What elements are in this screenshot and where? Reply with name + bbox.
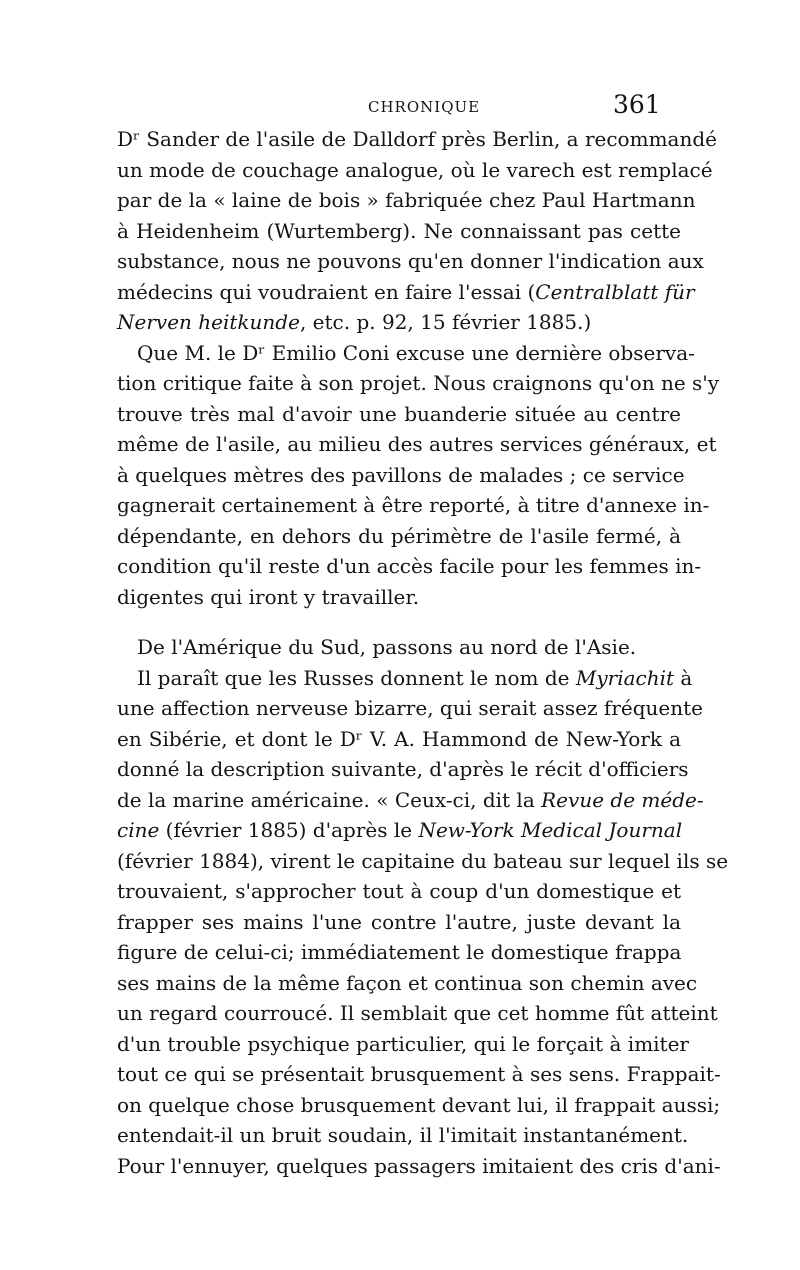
text-line: gagnerait certainement à être reporté, à titre d'annexe in- <box>117 493 710 517</box>
text-line: (février 1884), virent le capitaine du bateau sur lequel ils se <box>117 848 729 873</box>
journal-title: cine <box>117 818 160 842</box>
text-line: De l'Amérique du Sud, passons au nord de l'Asie. <box>137 635 637 659</box>
text-run: de la marine américaine. « Ceux-ci, dit la <box>117 787 542 812</box>
text-line: à quelques mètres des pavillons de malades ; ce service <box>117 462 685 487</box>
text-line: tion critique faite à son projet. Nous craignons qu'on ne s'y <box>117 371 720 395</box>
text-line: un mode de couchage analogue, où le varech est remplacé <box>117 157 713 182</box>
text-run: , etc. p. 92, 15 février 1885.) <box>299 310 592 334</box>
term-italic: Myriachit <box>575 665 675 690</box>
page-number: 361 <box>613 90 661 119</box>
text-line: donné la description suivante, d'après le récit d'officiers <box>117 757 689 781</box>
text-line: un regard courroucé. Il semblait que cet homme fût atteint <box>117 1001 718 1025</box>
text-line: Dʳ Sander de l'asile de Dalldorf près Berlin, a recommandé <box>117 127 717 151</box>
text-line: trouvaient, s'approcher tout à coup d'un domestique et <box>117 879 681 903</box>
text-line: en Sibérie, et dont le Dʳ V. A. Hammond de New-York a <box>117 726 681 751</box>
text-run: à <box>674 665 693 690</box>
paragraph-4 <box>117 663 729 1182</box>
text-line: condition qu'il reste d'un accès facile pour les femmes in- <box>117 554 702 578</box>
text-line: entendait-il un bruit soudain, il l'imitait instantanément. <box>117 1123 689 1147</box>
text-line: même de l'asile, au milieu des autres services généraux, et <box>117 432 717 456</box>
text-line: on quelque chose brusquement devant lui, il frappait aussi; <box>117 1092 721 1117</box>
text-line <box>117 785 704 816</box>
paragraph-2 <box>117 338 720 613</box>
text-run: médecins qui voudraient en faire l'essai ( <box>117 279 536 304</box>
text-line: substance, nous ne pouvons qu'en donner l'indication aux <box>117 249 704 273</box>
text-run: Il paraît que les Russes donnent le nom de <box>137 665 576 690</box>
text-line: figure de celui-ci; immédiatement le domestique frappa <box>117 940 682 964</box>
journal-title: Revue de méde- <box>541 787 704 812</box>
text-line: à Heidenheim (Wurtemberg). Ne connaissant pas cette <box>117 218 681 243</box>
text-line: Pour l'ennuyer, quelques passagers imitaient des cris d'ani- <box>117 1153 721 1178</box>
text-line: frapper ses mains l'une contre l'autre, juste devant la <box>117 909 681 934</box>
text-line: tout ce qui se présentait brusquement à ses sens. Frappait- <box>117 1062 721 1086</box>
body-text <box>117 124 729 1181</box>
paragraph-1 <box>117 124 717 338</box>
text-run: (février 1885) d'après le <box>159 818 419 842</box>
journal-title: New-York Medical Journal <box>418 818 683 842</box>
text-line: ses mains de la même façon et continua son chemin avec <box>117 970 698 995</box>
running-head <box>0 88 800 118</box>
text-line: trouve très mal d'avoir une buanderie située au centre <box>117 401 681 426</box>
running-title: CHRONIQUE <box>368 98 481 116</box>
text-line: digentes qui iront y travailler. <box>117 584 420 609</box>
text-line <box>117 815 681 846</box>
journal-title: Centralblatt für <box>535 279 695 304</box>
text-line <box>117 277 695 308</box>
text-line <box>117 307 681 338</box>
text-line: par de la « laine de bois » fabriquée chez Paul Hartmann <box>117 188 696 212</box>
text-line <box>117 663 693 694</box>
text-line: d'un trouble psychique particulier, qui le forçait à imiter <box>117 1031 689 1056</box>
journal-title: Nerven heitkunde <box>117 310 300 334</box>
text-line: une affection nerveuse bizarre, qui serait assez fréquente <box>117 696 703 720</box>
text-line: Que M. le Dʳ Emilio Coni excuse une dernière observa- <box>137 340 695 365</box>
paragraph-3 <box>117 632 681 663</box>
text-line: dépendante, en dehors du périmètre de l'asile fermé, à <box>117 523 681 548</box>
paragraph-spacer <box>117 612 681 632</box>
